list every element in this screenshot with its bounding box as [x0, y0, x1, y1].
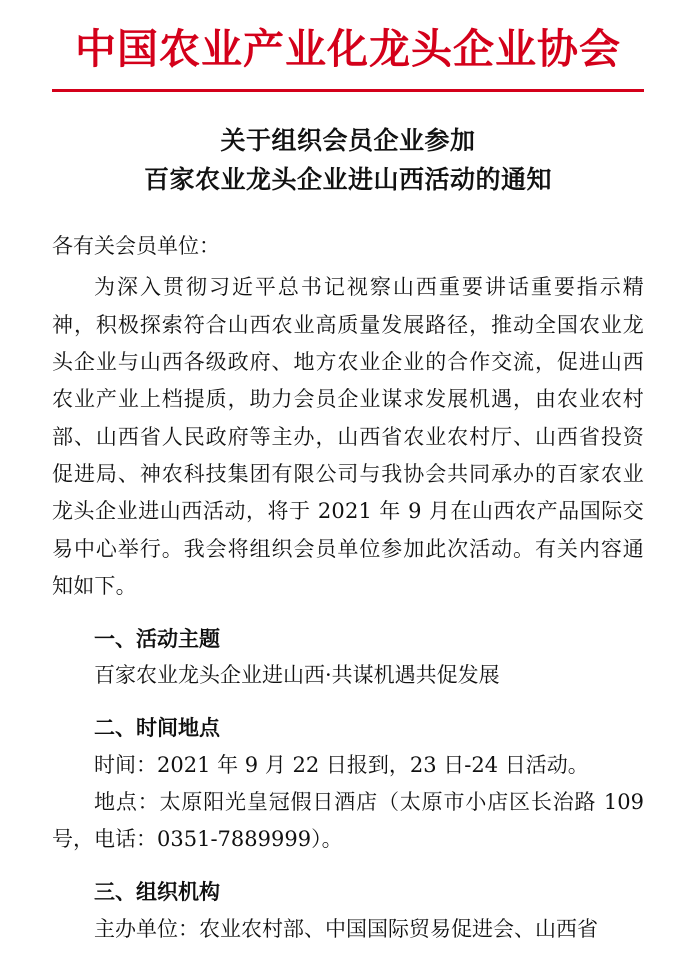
letterhead-organization-title: 中国农业产业化龙头企业协会	[75, 25, 621, 73]
section-heading-2: 二、时间地点	[94, 714, 220, 740]
section-3-paragraph-1: 主办单位：农业农村部、中国国际贸易促进会、山西省	[94, 916, 598, 941]
section-1-paragraph-1: 百家农业龙头企业进山西·共谋机遇共促发展	[94, 663, 500, 688]
section-activity-theme	[52, 620, 644, 695]
letterhead	[52, 0, 644, 92]
section-heading-3: 三、组织机构	[94, 878, 220, 904]
document-title-line-2: 百家农业龙头企业进山西活动的通知	[143, 164, 552, 194]
salutation: 各有关会员单位：	[52, 233, 220, 258]
section-2-paragraph-1: 时间：2021 年 9 月 22 日报到，23 日-24 日活动。	[94, 752, 589, 777]
section-time-place	[52, 709, 644, 859]
section-organization	[52, 873, 644, 948]
document-title-line-1: 关于组织会员企业参加	[220, 126, 476, 156]
intro-paragraph: 为深入贯彻习近平总书记视察山西重要讲话重要指示精神，积极探索符合山西农业高质量发展路径，推动全国农业龙头企业与山西各级政府、地方农业企业的合作交流，促进山西农业产业上档提质，助力会员企业谋求发展机遇，由农业农村部、山西省人民政府等主办，山西省农业农村厅、山西省投资促进局、神农科技集团有限公司与我协会共同承办的百家农业龙头企业进山西活动，将于 2021 年 9 月在山西农产品国际交易中心举行。我会将组织会员单位参加此次活动。有关内容通知如下。	[52, 275, 644, 599]
section-heading-1: 一、活动主题	[94, 625, 220, 651]
letterhead-divider	[52, 89, 644, 92]
section-2-paragraph-2: 地点：太原阳光皇冠假日酒店（太原市小店区长治路 109 号，电话：0351-7889999）。	[52, 789, 644, 852]
document-title	[52, 122, 644, 200]
